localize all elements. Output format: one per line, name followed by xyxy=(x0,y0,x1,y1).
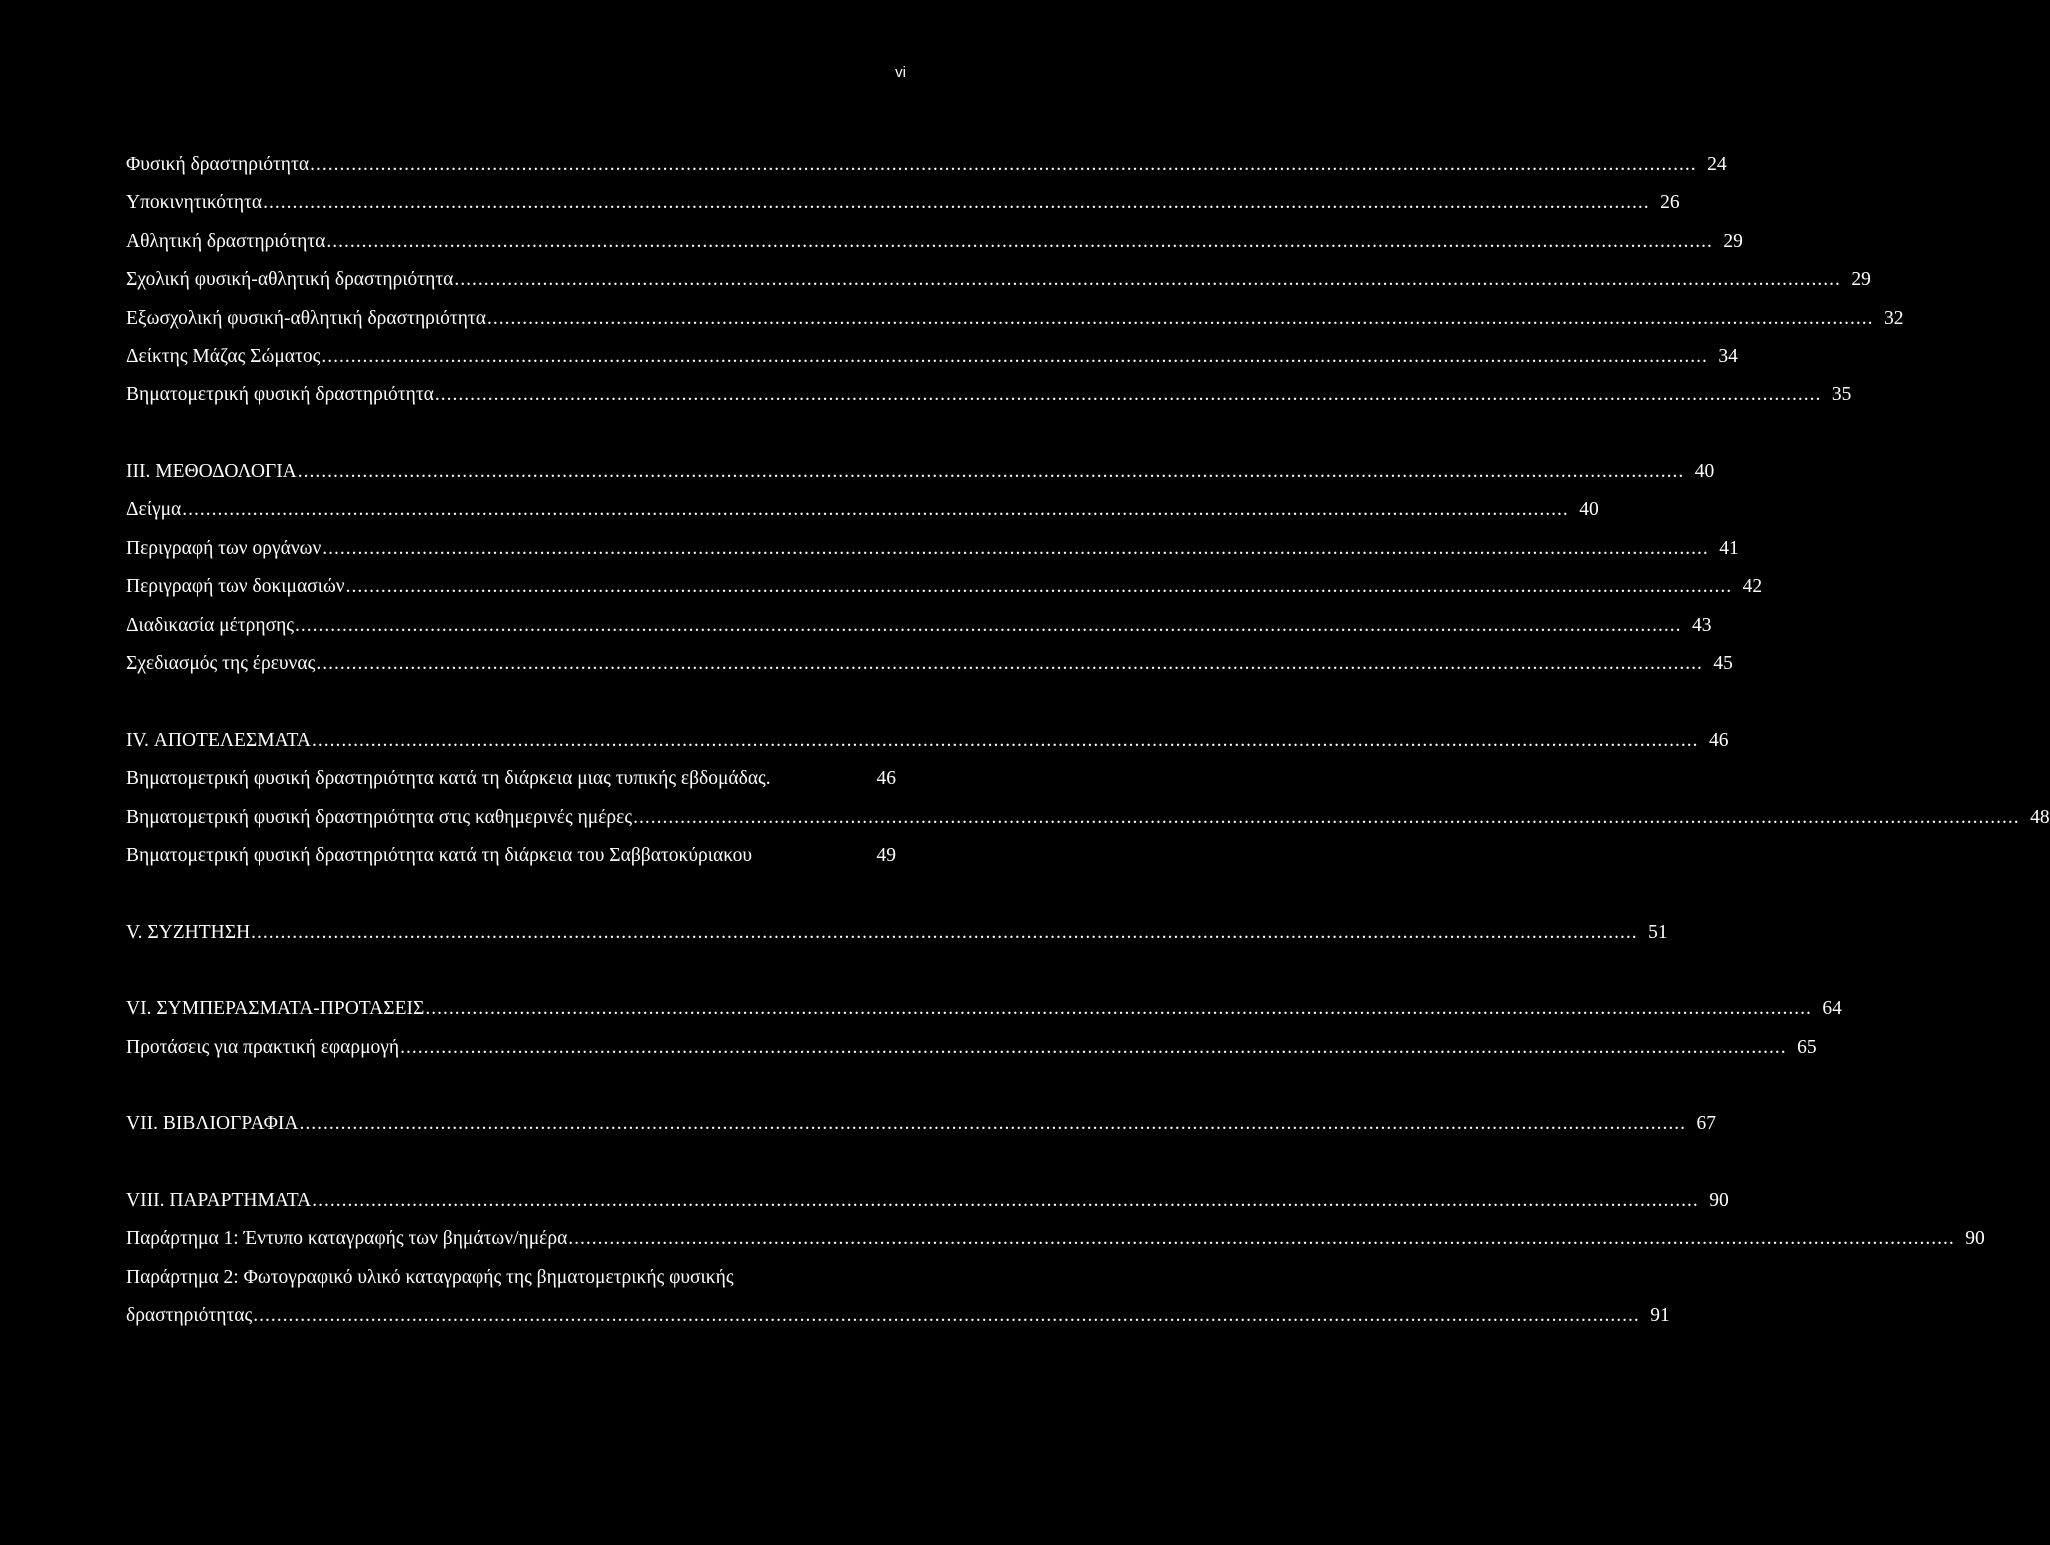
toc-section-heading[interactable] xyxy=(126,1111,1717,1137)
toc-entry-page: 40 xyxy=(1579,499,1599,520)
toc-entry-page: 48 xyxy=(2030,807,2050,828)
toc-dot-leader xyxy=(251,920,1638,946)
toc-dot-leader xyxy=(316,651,1703,677)
toc-entry-title: V. ΣΥΖΗΤΗΣΗ xyxy=(126,922,251,943)
toc-entry-page: 26 xyxy=(1660,192,1680,213)
toc-entry[interactable] xyxy=(126,613,1712,639)
toc-entry-page: 65 xyxy=(1797,1037,1817,1058)
toc-entry-page: 49 xyxy=(876,845,896,866)
toc-entry-title: Σχολική φυσική-αθλητική δραστηριότητα xyxy=(126,269,454,290)
toc-dot-leader xyxy=(310,152,1697,178)
toc-entry[interactable] xyxy=(126,267,1871,293)
toc-entry-title: Παράρτημα 1: Έντυπο καταγραφής των βημάτων/ημέρα xyxy=(126,1228,568,1249)
toc-entry-title: Υποκινητικότητα xyxy=(126,192,263,213)
toc-entry[interactable] xyxy=(126,306,1904,332)
toc-entry-page: 42 xyxy=(1742,576,1763,597)
toc-entry-title: δραστηριότητας xyxy=(126,1305,253,1326)
toc-entry-page: 43 xyxy=(1692,615,1712,636)
toc-entry-page: 46 xyxy=(1709,730,1729,751)
toc-dot-leader xyxy=(454,267,1841,293)
toc-entry-page: 29 xyxy=(1851,269,1871,290)
toc-dot-leader xyxy=(435,382,1822,408)
toc-entry-title: Περιγραφή των δοκιμασιών xyxy=(126,576,345,597)
toc-entry-page: 90 xyxy=(1965,1228,1985,1249)
toc-entry[interactable] xyxy=(126,766,896,792)
toc-entry-title: Διαδικασία μέτρησης xyxy=(126,615,294,636)
toc-entry-title: Σχεδιασμός της έρευνας xyxy=(126,653,316,674)
toc-entry-title: Προτάσεις για πρακτική εφαρμογή xyxy=(126,1037,400,1058)
toc-entry[interactable] xyxy=(126,344,1738,370)
toc-dot-leader xyxy=(263,190,1650,216)
toc-entry-page: 32 xyxy=(1884,308,1904,329)
toc-dot-leader xyxy=(322,536,1709,562)
toc-entry[interactable] xyxy=(126,190,1680,216)
toc-entry-title: Παράρτημα 2: Φωτογραφικό υλικό καταγραφής της βηματομετρικής φυσικής xyxy=(126,1267,734,1288)
toc-entry-title: Περιγραφή των οργάνων xyxy=(126,538,322,559)
toc-entry-title: Βηματομετρική φυσική δραστηριότητα κατά τη διάρκεια μιας τυπικής εβδομάδας. xyxy=(126,768,771,789)
toc-section-heading[interactable] xyxy=(126,459,1715,485)
toc-entry[interactable] xyxy=(126,1226,1985,1252)
toc-entry-page: 29 xyxy=(1723,231,1743,252)
toc-entry-page: 91 xyxy=(1650,1305,1670,1326)
toc-entry-page: 41 xyxy=(1719,538,1739,559)
toc-dot-leader xyxy=(253,1303,1640,1329)
toc-entry-title: VI. ΣΥΜΠΕΡΑΣΜΑΤΑ-ΠΡΟΤΑΣΕΙΣ xyxy=(126,998,425,1019)
toc-entry-title: Βηματομετρική φυσική δραστηριότητα στις καθημερινές ημέρες xyxy=(126,807,633,828)
toc-dot-leader xyxy=(300,1111,1687,1137)
toc-entry[interactable] xyxy=(126,805,2050,831)
toc-dot-leader xyxy=(312,1188,1699,1214)
toc-entry[interactable] xyxy=(126,536,1739,562)
page-number: vi xyxy=(895,64,906,81)
toc-entry-page: 40 xyxy=(1694,461,1715,482)
toc-section-heading[interactable] xyxy=(126,728,1729,754)
toc-entry-page: 24 xyxy=(1707,154,1727,175)
toc-entry[interactable] xyxy=(126,1265,896,1291)
toc-entry-title: Δείκτης Μάζας Σώματος xyxy=(126,346,321,367)
toc-entry-title: VIII. ΠΑΡΑΡΤΗΜΑΤΑ xyxy=(126,1190,312,1211)
toc-entry-page: 64 xyxy=(1822,998,1842,1019)
toc-entry-continuation[interactable] xyxy=(126,1303,1670,1329)
toc-entry-page: 35 xyxy=(1831,384,1852,405)
toc-section-heading[interactable] xyxy=(126,920,1668,946)
toc-dot-leader xyxy=(633,805,2020,831)
toc-dot-leader xyxy=(326,229,1713,255)
toc-entry-title: VII. ΒΙΒΛΙΟΓΡΑΦΙΑ xyxy=(126,1113,299,1134)
toc-entry-title: Δείγμα xyxy=(126,499,182,520)
toc-section-heading[interactable] xyxy=(126,1188,1729,1214)
toc-entry[interactable] xyxy=(126,497,1599,523)
toc-dot-leader xyxy=(182,497,1569,523)
toc-dot-leader xyxy=(298,459,1685,485)
toc-entry[interactable] xyxy=(126,1035,1817,1061)
toc-dot-leader xyxy=(295,613,1682,639)
toc-entry-title: Φυσική δραστηριότητα xyxy=(126,154,310,175)
toc-entry-title: Βηματομετρική φυσική δραστηριότητα xyxy=(126,384,434,405)
toc-entry[interactable] xyxy=(126,382,1852,408)
toc-entry[interactable] xyxy=(126,574,1763,600)
toc-entry-page: 51 xyxy=(1648,922,1668,943)
toc-dot-leader xyxy=(312,728,1699,754)
toc-dot-leader xyxy=(400,1035,1787,1061)
toc-entry-page: 67 xyxy=(1696,1113,1717,1134)
toc-entry[interactable] xyxy=(126,843,896,869)
toc-dot-leader xyxy=(346,574,1733,600)
toc-entry-page: 90 xyxy=(1709,1190,1729,1211)
toc-entry-page: 34 xyxy=(1718,346,1738,367)
toc-dot-leader xyxy=(321,344,1708,370)
toc-entry-title: Εξωσχολική φυσική-αθλητική δραστηριότητα xyxy=(126,308,486,329)
toc-entry-title: III. ΜΕΘΟΔΟΛΟΓΙΑ xyxy=(126,461,297,482)
toc-entry-title: Αθλητική δραστηριότητα xyxy=(126,231,326,252)
toc-section-heading[interactable] xyxy=(126,996,1842,1022)
toc-entry-page: 46 xyxy=(876,768,896,789)
toc-dot-leader xyxy=(568,1226,1955,1252)
toc-entry-title: Βηματομετρική φυσική δραστηριότητα κατά τη διάρκεια του Σαββατοκύριακου xyxy=(126,845,752,866)
toc-dot-leader xyxy=(487,306,1874,332)
toc-dot-leader xyxy=(425,996,1812,1022)
toc-entry[interactable] xyxy=(126,229,1743,255)
toc-entry[interactable] xyxy=(126,152,1727,178)
toc-entry[interactable] xyxy=(126,651,1733,677)
toc-entry-title: IV. ΑΠΟΤΕΛΕΣΜΑΤΑ xyxy=(126,730,311,751)
toc-entry-page: 45 xyxy=(1713,653,1733,674)
